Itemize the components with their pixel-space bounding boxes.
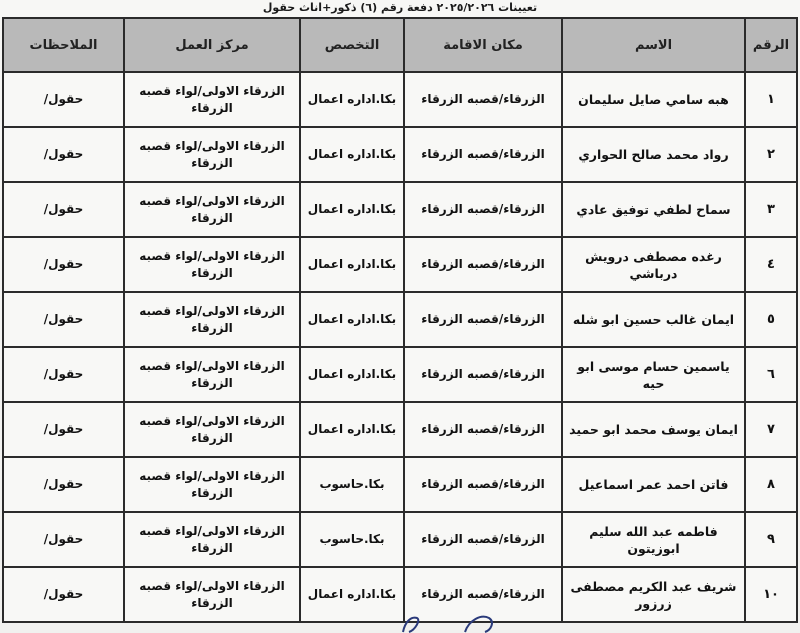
table-row: [3, 347, 797, 402]
specialty-cell: بكا.اداره اعمال: [300, 237, 404, 292]
residence-place-cell: الزرقاء/قصبه الزرقاء: [404, 72, 562, 127]
notes-cell: حقول/: [3, 292, 124, 347]
specialty-cell: بكا.اداره اعمال: [300, 402, 404, 457]
row-number-cell: ٨: [745, 457, 797, 512]
employee-name-cell: فاتن احمد عمر اسماعيل: [562, 457, 745, 512]
header-residence: مكان الاقامة: [404, 18, 562, 72]
employee-name-cell: هبه سامي صايل سليمان: [562, 72, 745, 127]
notes-cell: حقول/: [3, 512, 124, 567]
workplace-cell: الزرقاء الاولى/لواء قصبه الزرقاء: [124, 402, 300, 457]
appointments-table: [2, 17, 798, 623]
employee-name-cell: رواد محمد صالح الحواري: [562, 127, 745, 182]
row-number-cell: ٩: [745, 512, 797, 567]
workplace-cell: الزرقاء الاولى/لواء قصبه الزرقاء: [124, 512, 300, 567]
workplace-cell: الزرقاء الاولى/لواء قصبه الزرقاء: [124, 567, 300, 622]
employee-name-cell: فاطمه عبد الله سليم ابوزيتون: [562, 512, 745, 567]
row-number-cell: ٦: [745, 347, 797, 402]
notes-cell: حقول/: [3, 457, 124, 512]
specialty-cell: بكا.حاسوب: [300, 512, 404, 567]
residence-place-cell: الزرقاء/قصبه الزرقاء: [404, 512, 562, 567]
row-number-cell: ١٠: [745, 567, 797, 622]
table-body: [3, 72, 797, 622]
table-row: [3, 127, 797, 182]
employee-name-cell: سماح لطفي توفيق عادي: [562, 182, 745, 237]
specialty-cell: بكا.اداره اعمال: [300, 347, 404, 402]
notes-cell: حقول/: [3, 402, 124, 457]
table-row: [3, 292, 797, 347]
residence-place-cell: الزرقاء/قصبه الزرقاء: [404, 127, 562, 182]
row-number-cell: ٣: [745, 182, 797, 237]
notes-cell: حقول/: [3, 182, 124, 237]
header-number: الرقم: [745, 18, 797, 72]
workplace-cell: الزرقاء الاولى/لواء قصبه الزرقاء: [124, 127, 300, 182]
residence-place-cell: الزرقاء/قصبه الزرقاء: [404, 457, 562, 512]
notes-cell: حقول/: [3, 72, 124, 127]
notes-cell: حقول/: [3, 347, 124, 402]
row-number-cell: ٥: [745, 292, 797, 347]
table-row: [3, 402, 797, 457]
workplace-cell: الزرقاء الاولى/لواء قصبه الزرقاء: [124, 347, 300, 402]
employee-name-cell: ياسمين حسام موسى ابو حيه: [562, 347, 745, 402]
residence-place-cell: الزرقاء/قصبه الزرقاء: [404, 237, 562, 292]
table-row: [3, 512, 797, 567]
table-header: [3, 18, 797, 72]
row-number-cell: ٢: [745, 127, 797, 182]
row-number-cell: ٤: [745, 237, 797, 292]
row-number-cell: ٧: [745, 402, 797, 457]
specialty-cell: بكا.حاسوب: [300, 457, 404, 512]
table-row: [3, 457, 797, 512]
residence-place-cell: الزرقاء/قصبه الزرقاء: [404, 347, 562, 402]
specialty-cell: بكا.اداره اعمال: [300, 567, 404, 622]
table-row: [3, 237, 797, 292]
notes-cell: حقول/: [3, 567, 124, 622]
workplace-cell: الزرقاء الاولى/لواء قصبه الزرقاء: [124, 182, 300, 237]
residence-place-cell: الزرقاء/قصبه الزرقاء: [404, 567, 562, 622]
handwritten-signature-mark: [395, 608, 505, 633]
document-heading: تعيينات ٢٠٢٥/٢٠٢٦ دفعة رقم (٦) ذكور+اناث حقول: [262, 1, 538, 14]
residence-place-cell: الزرقاء/قصبه الزرقاء: [404, 182, 562, 237]
residence-place-cell: الزرقاء/قصبه الزرقاء: [404, 292, 562, 347]
row-number-cell: ١: [745, 72, 797, 127]
header-name: الاسم: [562, 18, 745, 72]
workplace-cell: الزرقاء الاولى/لواء قصبه الزرقاء: [124, 237, 300, 292]
employee-name-cell: شريف عبد الكريم مصطفى زرزور: [562, 567, 745, 622]
header-workplace: مركز العمل: [124, 18, 300, 72]
employee-name-cell: ايمان يوسف محمد ابو حميد: [562, 402, 745, 457]
specialty-cell: بكا.اداره اعمال: [300, 292, 404, 347]
header-notes: الملاحظات: [3, 18, 124, 72]
header-row: [3, 18, 797, 72]
employee-name-cell: رغده مصطفى درويش درباشي: [562, 237, 745, 292]
notes-cell: حقول/: [3, 237, 124, 292]
specialty-cell: بكا.اداره اعمال: [300, 182, 404, 237]
workplace-cell: الزرقاء الاولى/لواء قصبه الزرقاء: [124, 72, 300, 127]
specialty-cell: بكا.اداره اعمال: [300, 72, 404, 127]
table-row: [3, 182, 797, 237]
workplace-cell: الزرقاء الاولى/لواء قصبه الزرقاء: [124, 457, 300, 512]
notes-cell: حقول/: [3, 127, 124, 182]
table-row: [3, 72, 797, 127]
residence-place-cell: الزرقاء/قصبه الزرقاء: [404, 402, 562, 457]
header-specialty: التخصص: [300, 18, 404, 72]
specialty-cell: بكا.اداره اعمال: [300, 127, 404, 182]
workplace-cell: الزرقاء الاولى/لواء قصبه الزرقاء: [124, 292, 300, 347]
employee-name-cell: ايمان غالب حسين ابو شله: [562, 292, 745, 347]
